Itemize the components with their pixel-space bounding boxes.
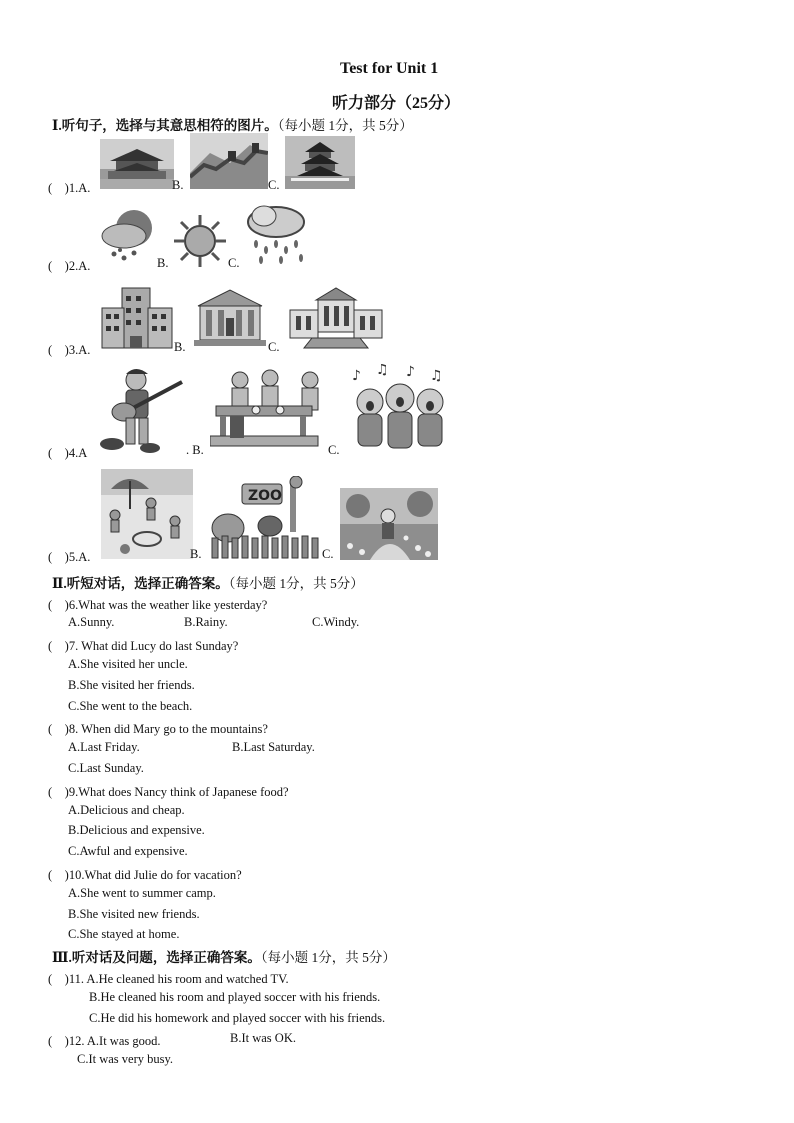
museum-building-picture: [288, 286, 384, 352]
q9-option-b: B.Delicious and expensive.: [68, 823, 205, 837]
section-1-title: Ⅰ.听句子，选择与其意思相符的图片。: [52, 118, 278, 133]
temple-of-heaven-picture: [285, 136, 355, 189]
q9-stem: ( )9.What does Nancy think of Japanese food?: [48, 785, 289, 799]
q3-prefix: ( )3.A.: [48, 343, 91, 357]
page-subtitle: 听力部分（25分）: [332, 95, 461, 112]
snow-cloud-icon: [100, 206, 158, 264]
q7-option-b: B.She visited her friends.: [68, 678, 195, 692]
q6-option-a: A.Sunny.: [68, 615, 115, 629]
section-3-note: （每小题 1分，共 5分）: [260, 950, 396, 965]
sun-icon: [172, 213, 228, 269]
svg-text:♪: ♪: [352, 368, 361, 384]
q1-option-c: C.: [268, 178, 280, 192]
svg-text:♪: ♪: [406, 364, 415, 380]
q5-option-b: B.: [190, 547, 202, 561]
boy-playing-guitar-picture: [92, 366, 188, 454]
svg-text:♫: ♫: [430, 368, 443, 384]
tiananmen-gate-picture: [100, 139, 174, 189]
q10-stem: ( )10.What did Julie do for vacation?: [48, 868, 242, 882]
q11-stem: ( )11. A.He cleaned his room and watched TV.: [48, 972, 289, 986]
section-2-note: （每小题 1分，共 5分）: [228, 576, 364, 591]
section-2-title: Ⅱ.听短对话，选择正确答案。: [52, 576, 229, 591]
q4-option-c: C.: [328, 443, 340, 457]
q3-option-b: B.: [174, 340, 186, 354]
q1-prefix: ( )1.A.: [48, 181, 91, 195]
q10-option-a: A.She went to summer camp.: [68, 886, 216, 900]
q7-option-c: C.She went to the beach.: [68, 699, 193, 713]
section-3-title: Ⅲ.听对话及问题，选择正确答案。: [52, 950, 261, 965]
q2-prefix: ( )2.A.: [48, 259, 91, 273]
q4-prefix: ( )4.A: [48, 446, 88, 460]
q12-option-c: C.It was very busy.: [77, 1052, 174, 1066]
great-wall-picture: [190, 133, 268, 189]
q6-option-c: C.Windy.: [312, 615, 360, 629]
q8-option-a: A.Last Friday.: [68, 740, 140, 754]
section-1-heading: [52, 114, 413, 134]
q8-option-c: C.Last Sunday.: [68, 761, 144, 775]
rain-cloud-icon: [244, 202, 310, 268]
hospital-building-picture: [100, 284, 174, 352]
q4-option-b: . B.: [186, 443, 204, 457]
q8-stem: ( )8. When did Mary go to the mountains?: [48, 722, 268, 736]
q9-option-a: A.Delicious and cheap.: [68, 803, 185, 817]
q10-option-b: B.She visited new friends.: [68, 907, 200, 921]
bank-building-picture: [192, 288, 268, 348]
q7-stem: ( )7. What did Lucy do last Sunday?: [48, 639, 239, 653]
q9-option-c: C.Awful and expensive.: [68, 844, 188, 858]
q11-option-b: B.He cleaned his room and played soccer with his friends.: [89, 990, 381, 1004]
q12-stem: ( )12. A.It was good.: [48, 1034, 161, 1048]
q7-option-a: A.She visited her uncle.: [68, 657, 188, 671]
q8-option-b: B.Last Saturday.: [232, 740, 315, 754]
q10-option-c: C.She stayed at home.: [68, 927, 180, 941]
q1-option-b: B.: [172, 178, 184, 192]
section-2-heading: [52, 572, 364, 592]
section-1-note: （每小题 1分，共 5分）: [277, 118, 413, 133]
q2-option-c: C.: [228, 256, 240, 270]
kids-at-beach-picture: [101, 469, 193, 559]
zoo-entrance-picture: [208, 476, 322, 560]
q5-option-c: C.: [322, 547, 334, 561]
park-with-flowers-picture: [340, 488, 438, 560]
q2-option-b: B.: [157, 256, 169, 270]
q3-option-c: C.: [268, 340, 280, 354]
q6-option-b: B.Rainy.: [184, 615, 228, 629]
q11-option-c: C.He did his homework and played soccer with his friends.: [89, 1011, 386, 1025]
section-3-heading: [52, 946, 396, 966]
kids-singing-picture: [346, 364, 454, 456]
svg-text:ZOO: ZOO: [248, 488, 282, 504]
svg-text:♫: ♫: [376, 364, 389, 378]
kids-eating-at-table-picture: [210, 366, 326, 454]
q6-stem: ( )6.What was the weather like yesterday?: [48, 598, 268, 612]
page-title: Test for Unit 1: [340, 60, 439, 77]
q5-prefix: ( )5.A.: [48, 550, 91, 564]
q12-option-b: B.It was OK.: [230, 1031, 296, 1045]
